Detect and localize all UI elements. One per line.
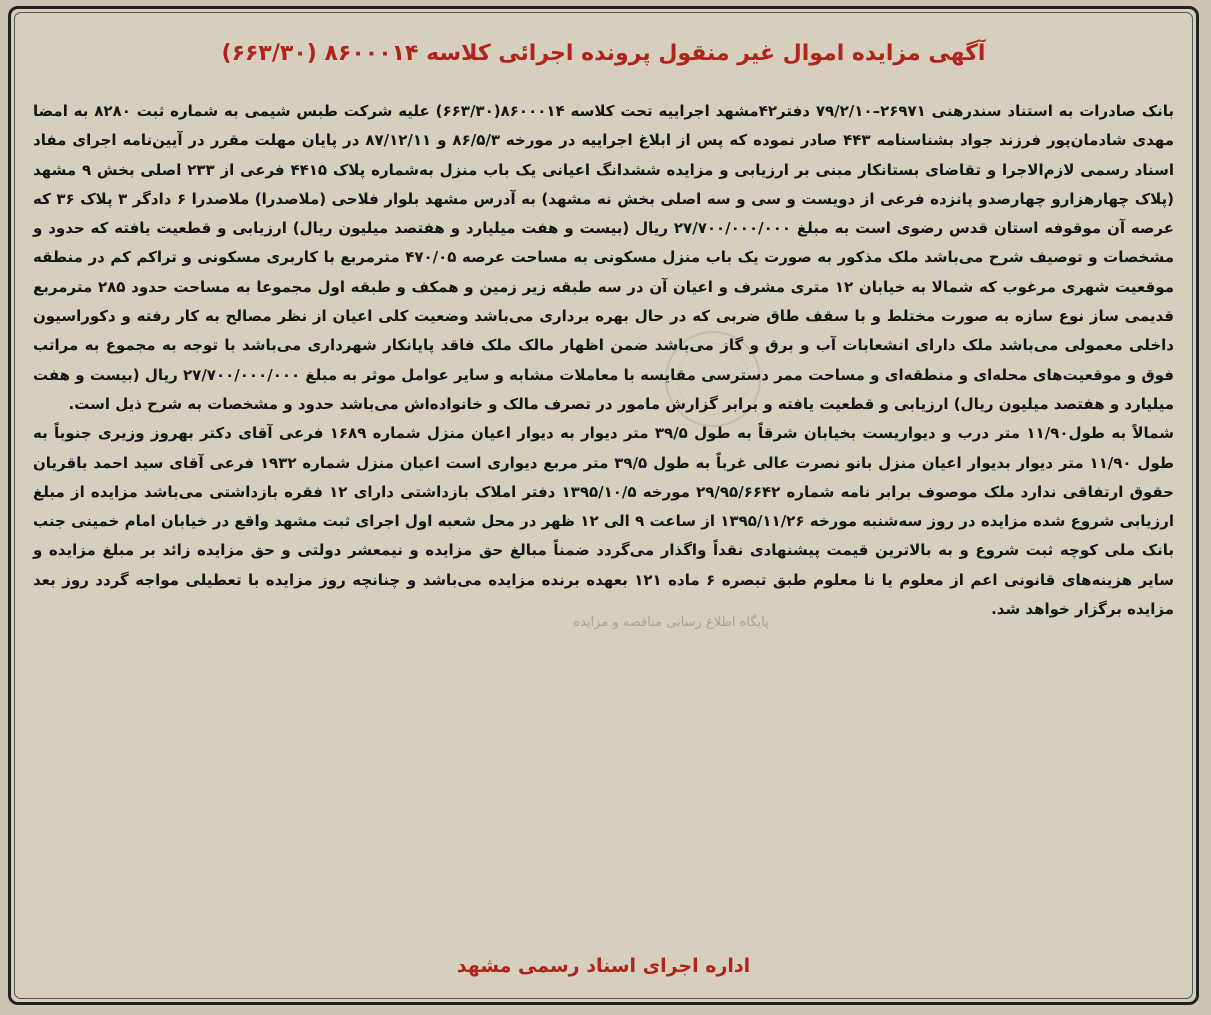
notice-body (33, 97, 1174, 624)
watermark-text: پایگاه اطلاع رسانی مناقصه و مزایده (573, 615, 769, 630)
notice-title: آگهی مزایده اموال غیر منقول پرونده اجرائی کلاسه ۸۶۰۰۰۱۴ (۶۶۳/۳۰) (221, 41, 986, 66)
notice-paragraph-boundaries: شمالاً به طول۱۱/۹۰ متر درب و دیواریست بخیابان شرقاً به طول ۳۹/۵ متر دیوار به دیوار اعیان منزل شماره ۱۶۸۹ فرعی آقای دکتر بهروز وزیری جنوباً به طول ۱۱/۹۰ متر دیوار بدیوار اعیان منزل بانو نصرت عالی غرباً به طول ۳۹/۵ متر مربع دیواری است اعیان منزل شماره ۱۹۳۲ فرعی آقای سید احمد باقریان حقوق ارتفاقی ندارد ملک موصوف برابر نامه شماره ۲۹/۹۵/۶۶۴۲ مورخه ۱۳۹۵/۱۰/۵ دفتر املاک بازداشتی دارای ۱۲ فقره بازداشتی می‌باشد مزایده از مبلغ ارزیابی شروع شده مزایده در روز سه‌شنبه مورخه ۱۳۹۵/۱۱/۲۶ از ساعت ۹ الی ۱۲ ظهر در محل شعبه اول اجرای ثبت مشهد واقع در خیابان امام خمینی جنب بانک ملی کوچه ثبت شروع و به بالاترین قیمت پیشنهادی نقداً واگذار می‌گردد ضمناً مبالغ حق مزایده و نیمعشر دولتی و حق مزایده زائد بر مبلغ مزایده و سایر هزینه‌های قانونی اعم از معلوم یا نا معلوم طبق تبصره ۶ ماده ۱۲۱ بعهده برنده مزایده می‌باشد و چنانچه روز مزایده با تعطیلی مواجه گردد روز بعد مزایده برگزار خواهد شد. (33, 424, 1174, 619)
notice-frame (8, 6, 1199, 1005)
notice-paragraph-main: بانک صادرات به استناد سندرهنی ۲۶۹۷۱–۷۹/۲/۱۰ دفتر۴۲مشهد اجراییه تحت کلاسه ۸۶۰۰۰۱۴(۶۶۳/۳۰) علیه شرکت طبس شیمی به شماره ثبت ۸۲۸۰ به امضا مهدی شادمان‌پور فرزند جواد بشناسنامه ۴۴۳ صادر نموده که پس از ابلاغ اجراییه در مورخه ۸۶/۵/۳ و ۸۷/۱۲/۱۱ در پایان مهلت مقرر در آیین‌نامه اجرای مفاد اسناد رسمی لازم‌الاجرا و تقاضای بستانکار مبنی بر ارزیابی و مزایده ششدانگ اعیانی یک باب منزل به‌شماره پلاک ۴۴۱۵ فرعی از ۲۳۳ اصلی بخش ۹ مشهد (پلاک چهارهزارو چهارصدو پانزده فرعی از دویست و سی و سه اصلی بخش نه مشهد) به آدرس مشهد بلوار فلاحی (ملاصدرا) ملاصدرا ۶ دادگر ۳ پلاک ۳۶ که عرصه آن موقوفه استان قدس رضوی است به مبلغ ۲۷/۷۰۰/۰۰۰/۰۰۰ ریال (بیست و هفت میلیارد و هفتصد میلیون ریال) ارزیابی و قطعیت یافته که حدود و مشخصات و توصیف شرح می‌باشد ملک مذکور به صورت یک باب منزل مسکونی به مساحت عرصه ۴۷۰/۰۵ مترمربع با کاربری مسکونی و تراکم کم در منطقه موقعیت شهری مرغوب که شمالا به خیابان ۱۲ متری مشرف و اعیان آن در سه طبقه زیر زمین و همکف و طبقه اول مجموعا به مساحت حدود ۲۸۵ مترمربع قدیمی ساز نوع سازه به صورت مختلط و با سقف طاق ضربی که در حال بهره برداری می‌باشد وضعیت کلی اعیان از نظر مصالح به کار رفته و دکوراسیون داخلی معمولی می‌باشد ملک دارای انشعابات آب و برق و گاز می‌باشد ضمن اظهار مالک ملک فاقد پایانکار شهرداری می‌باشد با توجه به مجموع به مراتب فوق و موقعیت‌های محله‌ای و منطقه‌ای و مساحت ممر دسترسی مقایسه با معاملات مشابه و سایر عوامل موثر به مبلغ ۲۷/۷۰۰/۰۰۰/۰۰۰ ریال (بیست و هفت میلیارد و هفتصد میلیون ریال) ارزیابی و قطعیت یافته و برابر گزارش مامور در تصرف مالک و خانواده‌اش می‌باشد حدود و مشخصات به شرح ذیل است. (33, 102, 1175, 413)
issuing-office-signature: اداره اجرای اسناد رسمی مشهد (456, 955, 751, 977)
